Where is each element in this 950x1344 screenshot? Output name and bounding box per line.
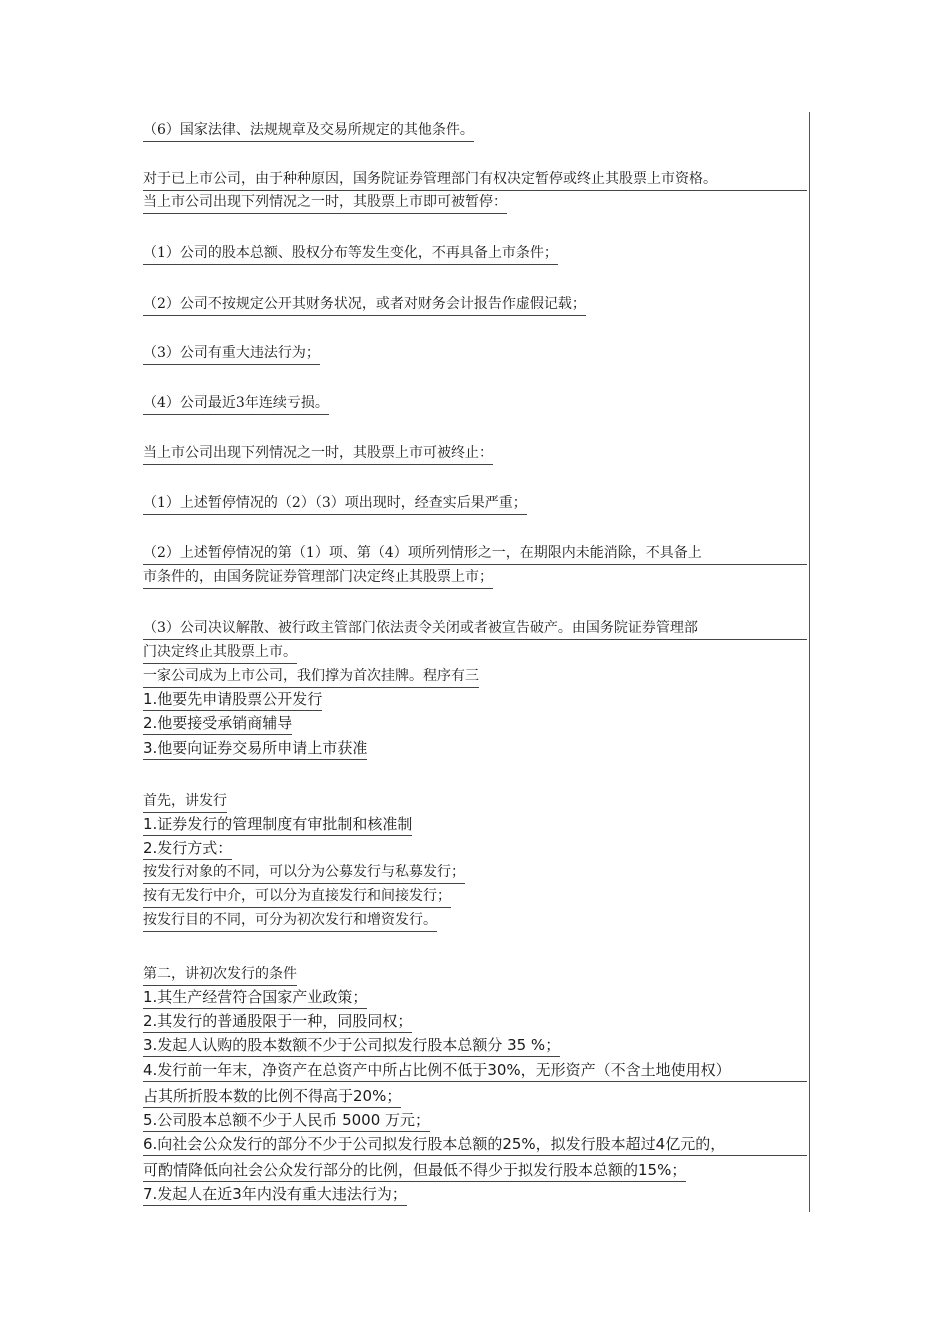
text-line: 对于已上市公司，由于种种原因，国务院证券管理部门有权决定暂停或终止其股票上市资格。 <box>143 169 807 191</box>
text-line: 按发行目的不同，可分为初次发行和增资发行。 <box>143 910 437 932</box>
text-line: （6）国家法律、法规规章及交易所规定的其他条件。 <box>143 120 474 142</box>
list-item: 1.他要先申请股票公开发行 <box>143 689 322 711</box>
text-line: （3）公司决议解散、被行政主管部门依法责令关闭或者被宣告破产。由国务院证券管理部 <box>143 618 807 640</box>
list-item: 5.公司股本总额不少于人民币 5000 万元； <box>143 1110 430 1132</box>
list-item: 2.其发行的普通股限于一种，同股同权； <box>143 1011 412 1033</box>
text-line: （3）公司有重大违法行为； <box>143 343 320 365</box>
list-item: 3.发起人认购的股本数额不少于公司拟发行股本总额分 35 %； <box>143 1035 560 1057</box>
text-line: （2）公司不按规定公开其财务状况，或者对财务会计报告作虚假记载； <box>143 294 586 316</box>
section-heading: 第二，讲初次发行的条件 <box>143 964 297 986</box>
text-line: （2）上述暂停情况的第（1）项、第（4）项所列情形之一，在期限内未能消除，不具备上 <box>143 543 807 565</box>
text-line: 门决定终止其股票上市。 <box>143 642 297 664</box>
list-item: 1.证券发行的管理制度有审批制和核准制 <box>143 814 412 836</box>
list-item: 占其所折股本数的比例不得高于20%； <box>143 1086 401 1108</box>
text-line: 市条件的，由国务院证券管理部门决定终止其股票上市； <box>143 567 493 589</box>
right-border-line <box>809 112 810 1212</box>
list-item: 7.发起人在近3年内没有重大违法行为； <box>143 1184 407 1206</box>
text-line: （1）公司的股本总额、股权分布等发生变化，不再具备上市条件； <box>143 243 558 265</box>
list-item: 2.他要接受承销商辅导 <box>143 713 292 735</box>
list-item: 可酌情降低向社会公众发行部分的比例，但最低不得少于拟发行股本总额的15%； <box>143 1160 686 1182</box>
list-item: 3.他要向证券交易所申请上市获准 <box>143 738 367 760</box>
text-line: 按有无发行中介，可以分为直接发行和间接发行； <box>143 886 451 908</box>
section-heading: 首先，讲发行 <box>143 791 227 813</box>
list-item: 4.发行前一年末，净资产在总资产中所占比例不低于30%，无形资产（不含土地使用权） <box>143 1060 807 1082</box>
list-item: 6.向社会公众发行的部分不少于公司拟发行股本总额的25%，拟发行股本超过4亿元的， <box>143 1134 807 1156</box>
list-item: 2.发行方式： <box>143 838 232 860</box>
text-line: 当上市公司出现下列情况之一时，其股票上市即可被暂停： <box>143 192 507 214</box>
text-line: 按发行对象的不同，可以分为公募发行与私募发行； <box>143 862 465 884</box>
text-line: 一家公司成为上市公司，我们撑为首次挂牌。程序有三 <box>143 666 479 688</box>
list-item: 1.其生产经营符合国家产业政策； <box>143 987 367 1009</box>
text-line: 当上市公司出现下列情况之一时，其股票上市可被终止： <box>143 443 493 465</box>
text-line: （4）公司最近3年连续亏损。 <box>143 393 329 415</box>
text-line: （1）上述暂停情况的（2）（3）项出现时，经查实后果严重； <box>143 493 527 515</box>
